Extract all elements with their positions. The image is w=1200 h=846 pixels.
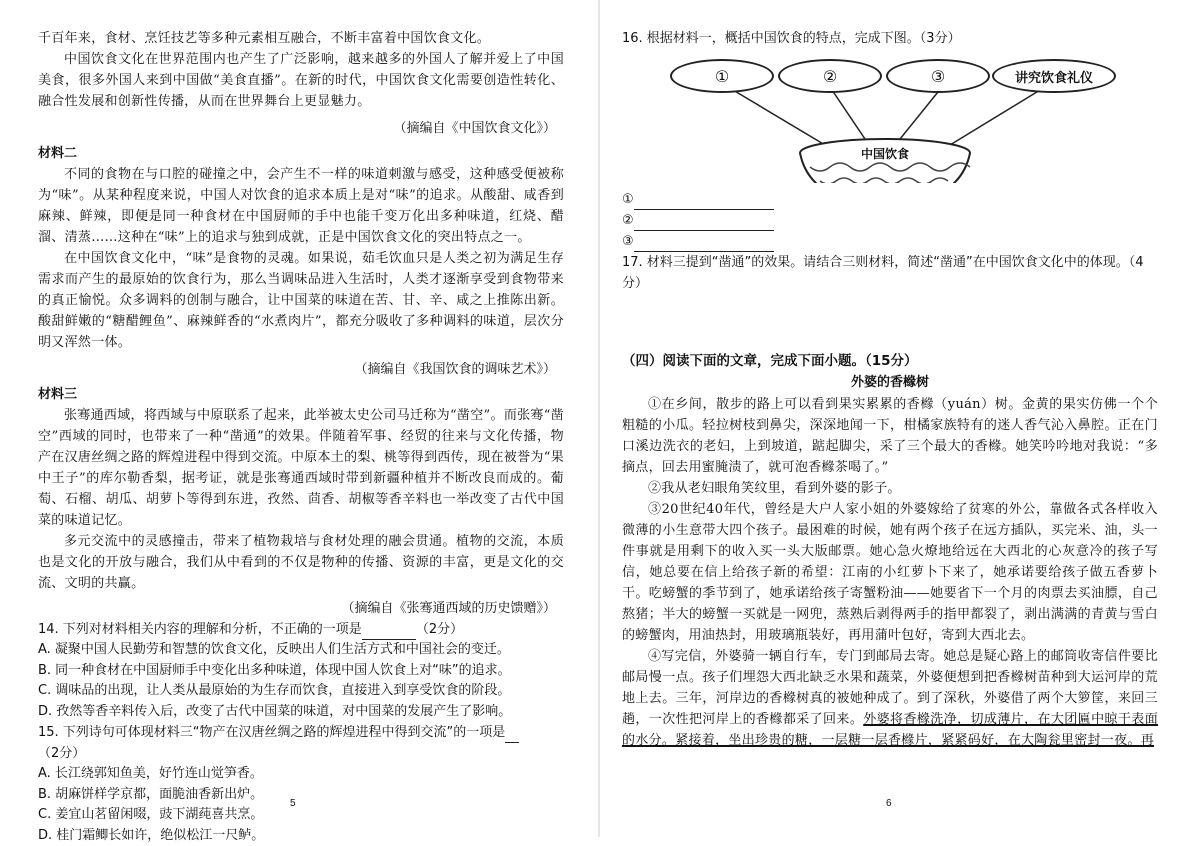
- option: C. 调味品的出现，让人类从最原始的为生存而饮食，直接进入到享受饮食的阶段。: [38, 681, 564, 702]
- source-citation: （摘编自《张骞通西域的历史馈赠》）: [38, 598, 564, 619]
- option: B. 胡麻饼样学京都，面脆油香新出炉。: [38, 785, 564, 806]
- diagram-oval-4: 讲究饮食礼仪: [992, 59, 1116, 93]
- answer-blank[interactable]: [634, 237, 774, 252]
- answer-blank[interactable]: [505, 728, 519, 743]
- question-text: 14. 下列对材料相关内容的理解和分析，不正确的一项是: [38, 622, 362, 637]
- option: A. 凝聚中国人民勤劳和智慧的饮食文化，反映出人们生活方式和中国社会的变迁。: [38, 640, 564, 661]
- answer-label: ②: [622, 213, 634, 228]
- paragraph: 千百年来，食材、烹饪技艺等多种元素相互融合，不断丰富着中国饮食文化。: [38, 28, 564, 49]
- source-citation: （摘编自《我国饮食的调味艺术》）: [38, 359, 564, 380]
- answer-label: ③: [622, 234, 634, 249]
- page-number: 6: [886, 798, 892, 809]
- material-heading: 材料三: [38, 384, 564, 405]
- left-page: [0, 0, 600, 837]
- paragraph: 多元交流中的灵感撞击，带来了植物栽培与食材处理的融会贯通。植物的交流，本质也是文化的开放与融合，我们从中看到的不仅是物种的传播、资源的丰富，更是文化的交流、文明的共赢。: [38, 531, 564, 594]
- paragraph: 不同的食物在与口腔的碰撞之中，会产生不一样的味道刺激与感受，这种感受便被称为“味”。从某种程度来说，中国人对饮食的追求本质上是对“味”的追求。从酸甜、咸香到麻辣、鲜辣，即便是同一种食材在中国厨师的手中也能千变万化出多种味道，红烧、醋溜、清蒸……这种在“味”上的追求与独到成就，正是中国饮食文化的突出特点之一。: [38, 164, 564, 248]
- material-heading: 材料二: [38, 143, 564, 164]
- story-title: 外婆的香橼树: [622, 372, 1158, 394]
- diagram-oval-2: ②: [778, 59, 882, 93]
- diagram-oval-3: ③: [886, 59, 990, 93]
- right-page: [600, 0, 1200, 837]
- option: B. 同一种食材在中国厨师手中变化出多种味道，体现中国人饮食上对“味”的追求。: [38, 661, 564, 682]
- paragraph: 中国饮食文化在世界范围内也产生了广泛影响，越来越多的外国人了解并爱上了中国美食，很多外国人来到中国做“美食直播”。在新的时代，中国饮食文化需要创造性转化、融合性发展和创新性传播，从而在世界舞台上更显魅力。: [38, 49, 564, 112]
- question-score: （2分）: [38, 746, 85, 761]
- question-text: 15. 下列诗句可体现材料三“物产在汉唐丝绸之路的辉煌进程中得到交流”的一项是: [38, 725, 505, 740]
- question-17: 17. 材料三提到“凿通”的效果。请结合三则材料，简述“凿通”在中国饮食文化中的体现。（4分）: [622, 252, 1158, 294]
- paragraph: ②我从老妇眼角笑纹里，看到外婆的影子。: [622, 478, 1158, 499]
- question-14: [38, 619, 564, 640]
- bowl-label: 中国饮食: [840, 145, 930, 162]
- page-number: 5: [290, 798, 296, 809]
- underlined-text: 外婆将香橼洗净，切成薄片，在大团匾中晾干表面的水分。紧接着，坐出珍贵的糖，一层糖一层香橼片，紧紧码好，在大陶瓮里密封一夜。再: [622, 712, 1158, 748]
- question-score: （2分）: [416, 622, 463, 637]
- diagram-oval-1: ①: [670, 59, 774, 93]
- paragraph: ③20世纪40年代，曾经是大户人家小姐的外婆嫁给了贫寒的外公，靠做各式各样收入微薄的小生意带大四个孩子。最困难的时候，她有两个孩子在远方插队，买完米、油，头一件事就是用剩下的收入买一头大版邮票。她心急火燎地给远在大西北的心灰意冷的孩子写信，她总要在信上给孩子新的希望：江南的小红萝卜下来了，她承诺要给孩子做五香萝卜干。吃螃蟹的季节到了，她承诺给孩子寄蟹粉油——她要省下一个月的肉票去买油膘，自己熬猪；半大的螃蟹一买就是一网兜，蒸熟后剥得两手的指甲都裂了，剥出满满的青黄与雪白的螃蟹肉，用油热封，用玻璃瓶装好，再用蒲叶包好，寄到大西北去。: [622, 499, 1158, 646]
- paragraph: 张骞通西域，将西域与中原联系了起来，此举被太史公司马迁称为“凿空”。而张骞“凿空”西域的同时，也带来了一种“凿通”的效果。伴随着军事、经贸的往来与文化传播，物产在汉唐丝绸之路的辉煌进程中得到交流。中原本土的梨、桃等得到西传，现在被誉为“果中王子”的库尔勒香梨，据考证，就是张骞通西域时带到新疆种植并不断改良而成的。葡萄、石榴、胡瓜、胡萝卜等得到东进，孜然、茴香、胡椒等香辛料也一举改变了古代中国菜的味道记忆。: [38, 405, 564, 531]
- answer-blank[interactable]: [634, 216, 774, 231]
- option: C. 姜宜山茗留闲啜，豉下湖莼喜共烹。: [38, 805, 564, 826]
- option: D. 孜然等香辛料传入后，改变了古代中国菜的味道，对中国菜的发展产生了影响。: [38, 702, 564, 723]
- question-16: 16. 根据材料一，概括中国饮食的特点，完成下图。（3分）: [622, 28, 1158, 49]
- paragraph: ①在乡间，散步的路上可以看到果实累累的香橼（yuán）树。金黄的果实仿佛一个个粗糙的小瓜。轻拉树枝到鼻尖，深深地闻一下，柑橘家族特有的迷人香气沁入鼻腔。正在门口溪边洗衣的老妇，上到坡道，踮起脚尖，采了三个最大的香橼。她笑吟吟地对我说：“多摘点，回去用蜜腌渍了，就可泡香橼茶喝了。”: [622, 394, 1158, 478]
- answer-line-2: [622, 210, 1158, 231]
- section-heading: （四）阅读下面的文章，完成下面小题。（15分）: [622, 350, 1158, 372]
- answer-line-1: [622, 189, 1158, 210]
- source-citation: （摘编自《中国饮食文化》）: [38, 118, 564, 139]
- answer-space: [622, 294, 1158, 350]
- food-diagram: [650, 53, 1170, 183]
- question-15: [38, 722, 564, 764]
- option: D. 桂门霜鲫长如许，绝似松江一尺鲈。: [38, 826, 564, 846]
- answer-blank[interactable]: [362, 625, 416, 640]
- paragraph: 在中国饮食文化中，“味”是食物的灵魂。如果说，茹毛饮血只是人类之初为满足生存需求而产生的最原始的饮食行为，那么当调味品进入生活时，人类才逐渐享受到食物带来的真正愉悦。众多调料的创制与融合，让中国菜的味道在苦、甘、辛、咸之上推陈出新。酸甜鲜嫩的“糖醋鲤鱼”、麻辣鲜香的“水煮肉片”，都充分吸收了多种调料的味道，层次分明又浑然一体。: [38, 248, 564, 353]
- answer-line-3: [622, 231, 1158, 252]
- paragraph-text: ④写完信，外婆骑一辆自行车，专门到邮局去寄。她总是疑心路上的邮筒收寄信件要比邮局慢一点。孩子们埋怨大西北缺乏水果和蔬菜，外婆便想到把香橼树苗种到大运河岸的荒地上去。三年，河岸边的香橼树真的被她种成了。到了深秋，外婆借了两个大箩筐，来回三趟，一次性把河岸上的香橼都采了回来。: [622, 649, 1158, 727]
- paragraph: [622, 646, 1158, 751]
- answer-label: ①: [622, 192, 634, 207]
- option: A. 长江绕郭知鱼美，好竹连山觉笋香。: [38, 764, 564, 785]
- answer-blank[interactable]: [634, 195, 774, 210]
